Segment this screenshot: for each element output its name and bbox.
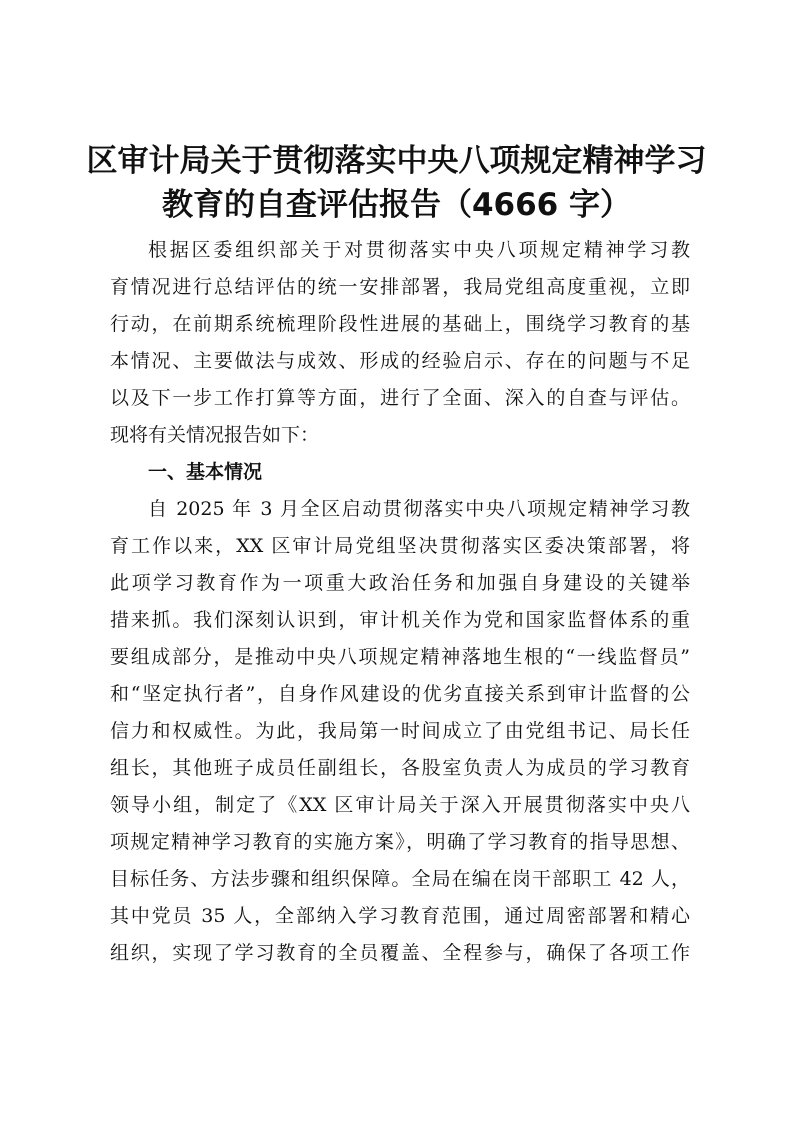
intro-paragraph-line: 现将有关情况报告如下： xyxy=(110,424,320,446)
section-paragraph-line: 要组成部分，是推动中央八项规定精神落地生根的“一线监督员” xyxy=(110,646,690,668)
section-paragraph-line: 育工作以来，XX 区审计局党组坚决贯彻落实区委决策部署，将 xyxy=(110,535,690,557)
section-paragraph-line: 信力和权威性。为此，我局第一时间成立了由党组书记、局长任 xyxy=(110,720,690,742)
section-paragraph-line: 组长，其他班子成员任副组长，各股室负责人为成员的学习教育 xyxy=(110,757,690,779)
section-paragraph-line: 其中党员 35 人，全部纳入学习教育范围，通过周密部署和精心 xyxy=(110,905,690,927)
intro-paragraph-line: 根据区委组织部关于对贯彻落实中央八项规定精神学习教 xyxy=(148,239,690,261)
section-paragraph-line: 组织，实现了学习教育的全员覆盖、全程参与，确保了各项工作 xyxy=(110,942,690,964)
intro-paragraph-line: 行动，在前期系统梳理阶段性进展的基础上，围绕学习教育的基 xyxy=(110,313,690,335)
section-paragraph-line: 自 2025 年 3 月全区启动贯彻落实中央八项规定精神学习教 xyxy=(148,498,690,520)
document-title-line-1: 区审计局关于贯彻落实中央八项规定精神学习 xyxy=(86,143,707,179)
section-paragraph-line: 目标任务、方法步骤和组织保障。全局在编在岗干部职工 42 人， xyxy=(110,868,690,890)
section-paragraph-line: 此项学习教育作为一项重大政治任务和加强自身建设的关键举 xyxy=(110,572,690,594)
intro-paragraph-line: 育情况进行总结评估的统一安排部署，我局党组高度重视，立即 xyxy=(110,276,690,298)
section-paragraph-line: 领导小组，制定了《XX 区审计局关于深入开展贯彻落实中央八 xyxy=(110,794,690,816)
section-paragraph-line: 和“坚定执行者”，自身作风建设的优劣直接关系到审计监督的公 xyxy=(110,683,690,705)
section-paragraph-line: 项规定精神学习教育的实施方案》，明确了学习教育的指导思想、 xyxy=(110,831,690,853)
document-title-line-2: 教育的自查评估报告（4666 字） xyxy=(161,187,632,223)
section-heading: 一、基本情况 xyxy=(148,461,263,483)
intro-paragraph-line: 本情况、主要做法与成效、形成的经验启示、存在的问题与不足 xyxy=(110,350,690,372)
intro-paragraph-line: 以及下一步工作打算等方面，进行了全面、深入的自查与评估。 xyxy=(110,387,690,409)
section-paragraph-line: 措来抓。我们深刻认识到，审计机关作为党和国家监督体系的重 xyxy=(110,609,690,631)
